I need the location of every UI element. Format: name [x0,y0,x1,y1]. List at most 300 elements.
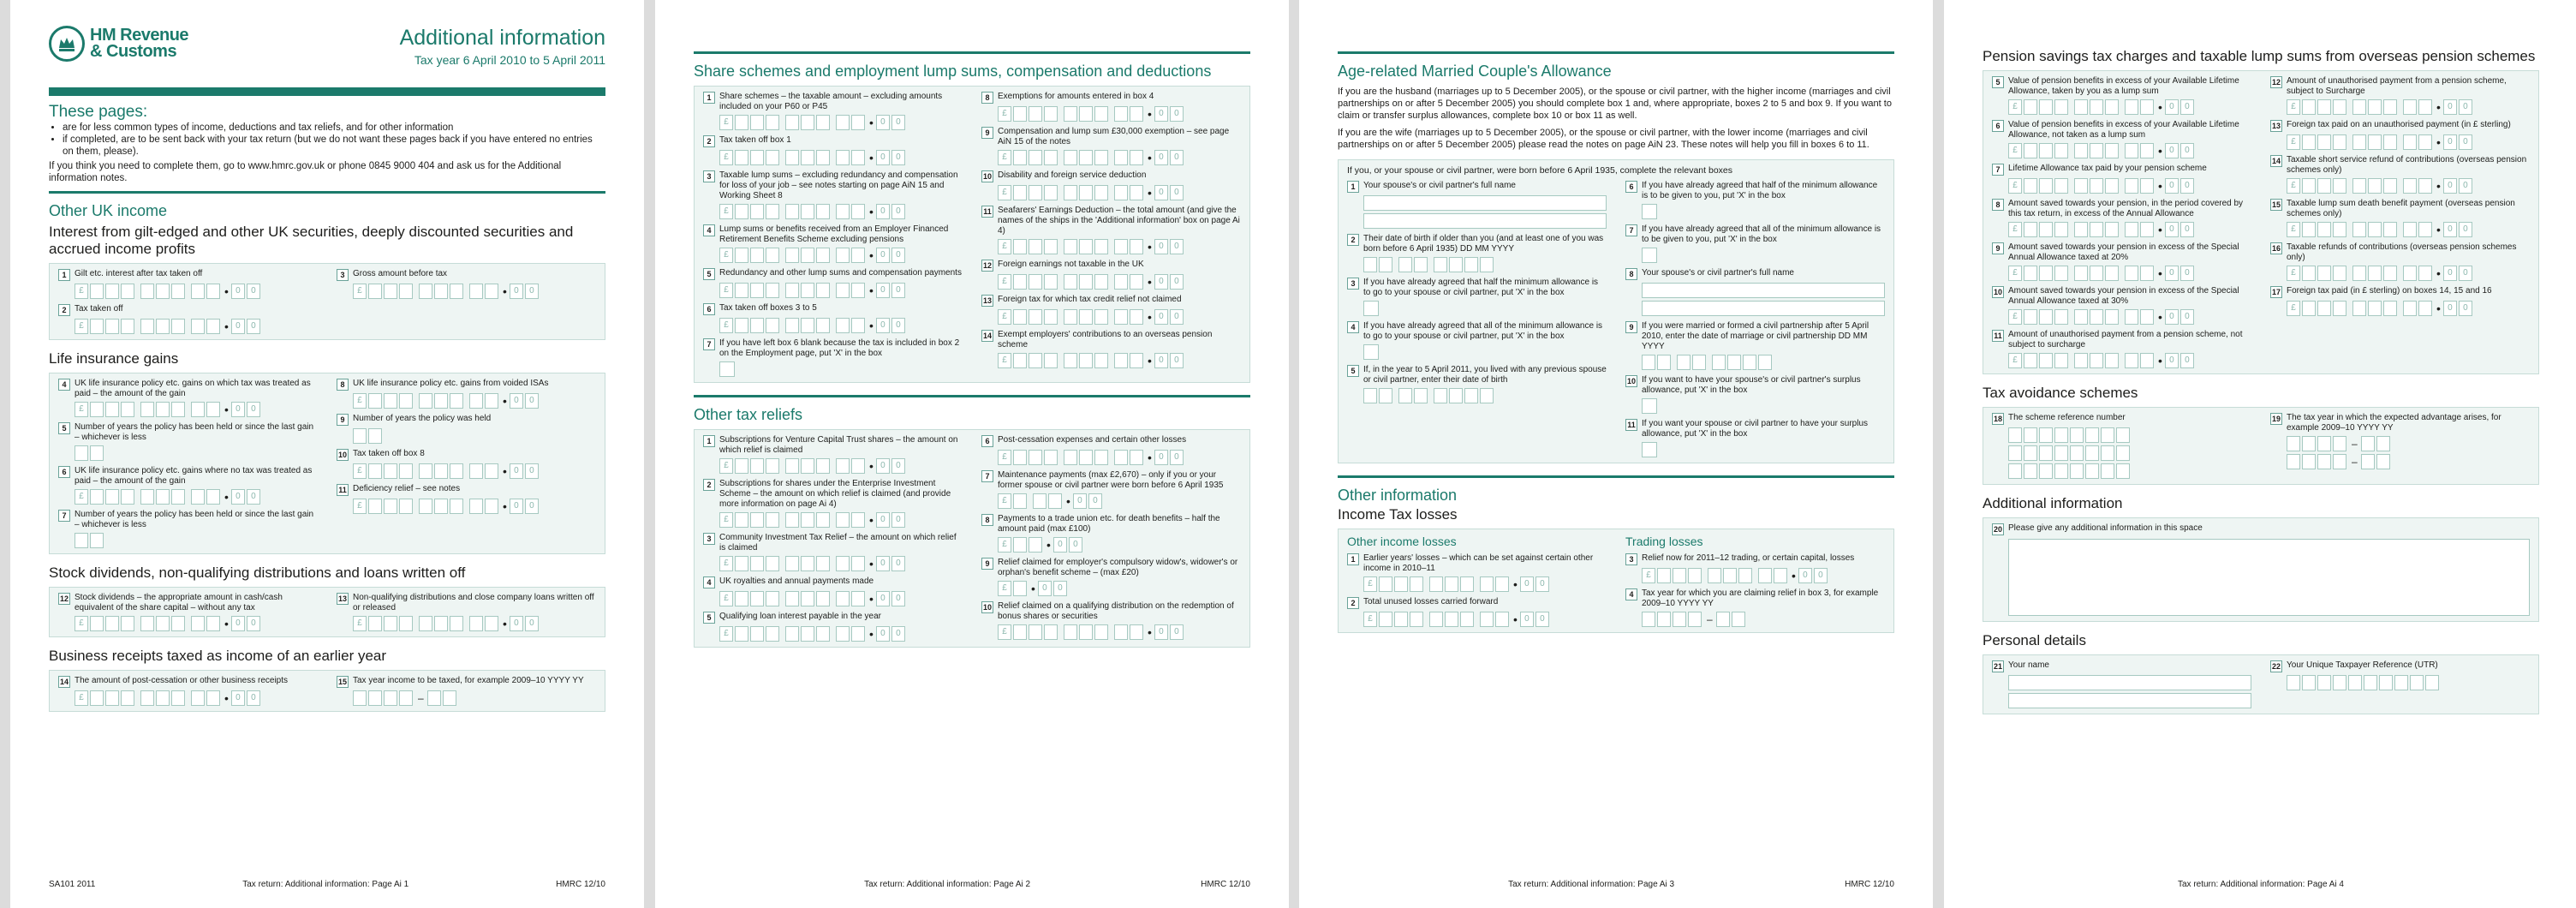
digit-cell[interactable] [2383,178,2397,194]
digit-cell[interactable] [1044,353,1058,368]
tax-year-field[interactable]: – [1642,612,1885,627]
digit-cell[interactable] [1480,612,1494,627]
digit-cell[interactable]: 0 [2443,99,2457,115]
digit-cell[interactable] [785,458,799,474]
digit-cell[interactable] [2125,99,2138,115]
digit-cell[interactable] [469,616,483,631]
digit-cell[interactable]: 0 [876,248,890,263]
digit-cell[interactable] [1114,309,1128,325]
digit-cell[interactable] [75,533,88,548]
digit-cell[interactable]: £ [75,616,88,631]
digit-cell[interactable]: 0 [2165,99,2179,115]
digit-cell[interactable] [1429,612,1443,627]
digit-cell[interactable] [2024,222,2037,237]
digit-cell[interactable]: 0 [1170,450,1184,465]
digit-cell[interactable]: 0 [247,489,260,505]
digit-cell[interactable] [1692,355,1706,370]
digit-cell[interactable]: 0 [2459,134,2472,150]
digit-cell[interactable] [1114,185,1128,200]
digit-cell[interactable] [2383,134,2397,150]
digit-cell[interactable]: £ [2287,266,2300,281]
digit-cell[interactable] [2054,266,2068,281]
digit-cell[interactable]: 0 [1170,309,1184,325]
digit-cell[interactable]: 0 [891,318,905,333]
digit-cell[interactable] [766,204,779,219]
digit-cell[interactable] [1657,568,1671,583]
checkbox[interactable] [1363,344,1379,360]
digit-cell[interactable] [2383,266,2397,281]
digit-cell[interactable] [1642,355,1655,370]
digit-cell[interactable] [851,248,865,263]
digit-cell[interactable] [1379,257,1392,272]
digit-cell[interactable]: 0 [231,489,245,505]
digit-cell[interactable]: 0 [2180,309,2194,325]
amount-field[interactable]: £ • 0 0 [719,458,963,474]
digit-cell[interactable]: 0 [891,512,905,528]
digit-cell[interactable] [434,463,448,479]
digit-cell[interactable]: 0 [876,150,890,165]
digit-cell[interactable] [2054,99,2068,115]
digit-cell[interactable] [2101,463,2114,479]
digit-cell[interactable] [816,512,830,528]
digit-cell[interactable] [2317,454,2331,469]
years-field[interactable] [75,445,318,461]
digit-cell[interactable] [1398,257,1412,272]
digit-cell[interactable] [1114,239,1128,254]
digit-cell[interactable]: 0 [891,115,905,130]
digit-cell[interactable] [735,115,748,130]
digit-cell[interactable] [384,463,397,479]
digit-cell[interactable] [1708,568,1721,583]
digit-cell[interactable]: 0 [2180,266,2194,281]
digit-cell[interactable] [1079,274,1093,290]
digit-cell[interactable]: 0 [231,616,245,631]
digit-cell[interactable] [368,690,382,706]
digit-cell[interactable] [2008,463,2022,479]
digit-cell[interactable] [1130,239,1143,254]
digit-cell[interactable]: £ [998,150,1011,165]
digit-cell[interactable] [1013,185,1027,200]
digit-cell[interactable] [1130,450,1143,465]
name-field[interactable] [2008,675,2251,690]
amount-field[interactable]: £ • 0 0 [75,616,318,631]
digit-cell[interactable]: 0 [1038,581,1052,596]
digit-cell[interactable]: 0 [1170,185,1184,200]
digit-cell[interactable] [816,591,830,606]
digit-cell[interactable]: 0 [1154,274,1168,290]
digit-cell[interactable] [105,319,119,334]
digit-cell[interactable] [851,512,865,528]
digit-cell[interactable] [750,556,764,571]
digit-cell[interactable] [1029,274,1042,290]
digit-cell[interactable]: 0 [891,591,905,606]
amount-field[interactable]: £ • 0 0 [2008,309,2251,325]
digit-cell[interactable]: 0 [1154,309,1168,325]
digit-cell[interactable]: 0 [2443,266,2457,281]
digit-cell[interactable] [368,393,382,409]
digit-cell[interactable] [801,626,814,642]
digit-cell[interactable]: 0 [1154,624,1168,640]
digit-cell[interactable]: £ [2008,222,2022,237]
digit-cell[interactable] [1044,239,1058,254]
digit-cell[interactable] [191,284,205,299]
digit-cell[interactable] [2125,222,2138,237]
digit-cell[interactable] [368,284,382,299]
digit-cell[interactable] [2105,309,2119,325]
digit-cell[interactable] [2090,178,2103,194]
digit-cell[interactable]: £ [998,493,1011,509]
digit-cell[interactable]: 0 [876,115,890,130]
digit-cell[interactable]: 0 [510,463,523,479]
digit-cell[interactable]: £ [719,318,733,333]
digit-cell[interactable]: 0 [231,690,245,706]
amount-field[interactable]: £ • 0 0 [719,150,963,165]
digit-cell[interactable] [2333,134,2346,150]
digit-cell[interactable] [1716,612,1730,627]
digit-cell[interactable] [1774,568,1787,583]
digit-cell[interactable] [851,150,865,165]
digit-cell[interactable] [735,626,748,642]
digit-cell[interactable] [1044,185,1058,200]
digit-cell[interactable] [1480,576,1494,592]
checkbox[interactable] [1642,204,1657,219]
digit-cell[interactable] [750,512,764,528]
amount-field[interactable]: £ • 0 0 [1642,568,1885,583]
digit-cell[interactable] [1394,576,1408,592]
digit-cell[interactable] [121,616,134,631]
digit-cell[interactable]: 0 [247,402,260,417]
digit-cell[interactable]: 0 [1798,568,1812,583]
digit-cell[interactable] [2364,675,2377,690]
digit-cell[interactable]: 0 [891,556,905,571]
digit-cell[interactable] [735,556,748,571]
digit-cell[interactable] [2383,222,2397,237]
digit-cell[interactable]: 0 [1170,274,1184,290]
digit-cell[interactable] [851,591,865,606]
digit-cell[interactable]: £ [2008,353,2022,368]
digit-cell[interactable] [1130,274,1143,290]
digit-cell[interactable]: £ [2287,134,2300,150]
digit-cell[interactable] [750,283,764,298]
digit-cell[interactable] [2054,143,2068,158]
years-field[interactable] [353,428,596,444]
digit-cell[interactable] [353,428,367,444]
digit-cell[interactable] [851,318,865,333]
digit-cell[interactable] [434,616,448,631]
digit-cell[interactable] [419,284,432,299]
amount-field[interactable]: £ • 0 0 [2008,178,2251,194]
digit-cell[interactable]: £ [998,239,1011,254]
name-field[interactable] [2008,693,2251,708]
digit-cell[interactable] [2287,436,2300,451]
digit-cell[interactable] [75,445,88,461]
amount-field[interactable]: £ • 0 0 [998,274,1241,290]
digit-cell[interactable]: £ [2287,222,2300,237]
digit-cell[interactable] [399,463,413,479]
digit-cell[interactable] [419,499,432,514]
digit-cell[interactable] [450,393,463,409]
amount-field[interactable]: £ • 0 0 [719,556,963,571]
digit-cell[interactable] [450,463,463,479]
digit-cell[interactable] [1064,106,1077,122]
digit-cell[interactable] [90,402,104,417]
amount-field[interactable]: £ • 0 0 [998,185,1241,200]
digit-cell[interactable] [766,248,779,263]
digit-cell[interactable] [2140,99,2154,115]
digit-cell[interactable] [2403,301,2417,316]
amount-field[interactable]: £ • 0 0 [2008,99,2251,115]
digit-cell[interactable] [1044,106,1058,122]
digit-cell[interactable] [206,284,220,299]
digit-cell[interactable] [1029,309,1042,325]
digit-cell[interactable] [2039,445,2053,461]
digit-cell[interactable]: 0 [231,284,245,299]
amount-field[interactable]: £ • 0 0 [998,239,1241,254]
digit-cell[interactable] [1445,576,1458,592]
digit-cell[interactable] [2379,675,2393,690]
digit-cell[interactable] [1495,576,1509,592]
amount-field[interactable]: £ • 0 0 [75,284,318,299]
digit-cell[interactable] [2024,463,2037,479]
digit-cell[interactable] [1064,274,1077,290]
amount-field[interactable]: £ • 0 0 [75,402,318,417]
digit-cell[interactable] [90,616,104,631]
digit-cell[interactable] [2333,99,2346,115]
digit-cell[interactable]: 0 [2180,222,2194,237]
amount-field[interactable]: £ • 0 0 [998,581,1241,596]
digit-cell[interactable] [785,626,799,642]
digit-cell[interactable]: 0 [2443,301,2457,316]
digit-cell[interactable] [1410,612,1423,627]
amount-field[interactable]: £ • 0 0 [353,463,596,479]
amount-field[interactable]: £ • 0 0 [2287,178,2530,194]
digit-cell[interactable] [384,690,397,706]
digit-cell[interactable] [1642,612,1655,627]
amount-field[interactable]: £ • 0 0 [353,616,596,631]
digit-cell[interactable] [469,499,483,514]
digit-cell[interactable] [2024,427,2037,443]
digit-cell[interactable] [2352,266,2366,281]
digit-cell[interactable] [1029,450,1042,465]
digit-cell[interactable] [2116,445,2130,461]
digit-cell[interactable]: £ [719,204,733,219]
digit-cell[interactable]: £ [998,581,1011,596]
digit-cell[interactable] [434,499,448,514]
digit-cell[interactable] [735,150,748,165]
amount-field[interactable]: £ • 0 0 [998,493,1241,509]
amount-field[interactable]: £ • 0 0 [719,283,963,298]
digit-cell[interactable] [1079,450,1093,465]
digit-cell[interactable] [735,283,748,298]
digit-cell[interactable] [1064,353,1077,368]
checkbox[interactable] [1642,442,1657,457]
digit-cell[interactable] [1029,239,1042,254]
digit-cell[interactable] [2039,99,2053,115]
digit-cell[interactable]: 0 [1154,106,1168,122]
digit-cell[interactable] [2105,222,2119,237]
digit-cell[interactable] [121,402,134,417]
digit-cell[interactable] [2333,454,2346,469]
digit-cell[interactable] [2302,134,2316,150]
digit-cell[interactable]: 0 [525,393,539,409]
digit-cell[interactable] [2085,445,2099,461]
name-field[interactable] [1642,301,1885,316]
digit-cell[interactable] [90,445,104,461]
digit-cell[interactable] [2101,427,2114,443]
digit-cell[interactable] [750,248,764,263]
digit-cell[interactable] [1723,568,1737,583]
digit-cell[interactable] [206,319,220,334]
digit-cell[interactable] [801,458,814,474]
digit-cell[interactable] [2074,143,2088,158]
digit-cell[interactable]: £ [75,690,88,706]
digit-cell[interactable] [1094,353,1108,368]
digit-cell[interactable] [2054,222,2068,237]
amount-field[interactable]: £ • 0 0 [75,690,318,706]
digit-cell[interactable]: 0 [525,499,539,514]
digit-cell[interactable] [801,512,814,528]
digit-cell[interactable]: £ [719,248,733,263]
digit-cell[interactable]: 0 [510,393,523,409]
digit-cell[interactable] [801,150,814,165]
digit-cell[interactable] [2317,178,2331,194]
digit-cell[interactable] [1029,185,1042,200]
digit-cell[interactable] [1130,150,1143,165]
digit-cell[interactable] [1460,612,1474,627]
digit-cell[interactable] [1495,612,1509,627]
digit-cell[interactable] [156,284,170,299]
digit-cell[interactable] [1013,353,1027,368]
digit-cell[interactable] [2368,99,2382,115]
digit-cell[interactable] [1094,239,1108,254]
digit-cell[interactable]: 0 [1154,239,1168,254]
digit-cell[interactable] [2074,222,2088,237]
digit-cell[interactable] [785,248,799,263]
digit-cell[interactable]: 0 [1073,493,1087,509]
digit-cell[interactable] [1414,257,1428,272]
digit-cell[interactable]: £ [75,284,88,299]
digit-cell[interactable] [90,489,104,505]
digit-cell[interactable] [836,318,850,333]
digit-cell[interactable] [2085,427,2099,443]
digit-cell[interactable] [1758,355,1772,370]
digit-cell[interactable] [90,319,104,334]
digit-cell[interactable] [1363,388,1377,403]
digit-cell[interactable]: 0 [1814,568,1828,583]
digit-cell[interactable]: £ [353,393,367,409]
digit-cell[interactable] [1079,353,1093,368]
digit-cell[interactable] [90,284,104,299]
digit-cell[interactable] [2070,445,2084,461]
digit-cell[interactable] [1029,150,1042,165]
digit-cell[interactable] [2024,309,2037,325]
digit-cell[interactable] [1414,388,1428,403]
digit-cell[interactable]: 0 [525,284,539,299]
digit-cell[interactable] [2105,143,2119,158]
digit-cell[interactable] [2054,463,2068,479]
digit-cell[interactable] [2368,222,2382,237]
digit-cell[interactable] [1044,150,1058,165]
name-field[interactable] [1363,213,1607,229]
amount-field[interactable]: £ • 0 0 [75,319,318,334]
digit-cell[interactable]: 0 [876,458,890,474]
digit-cell[interactable] [1727,355,1741,370]
digit-cell[interactable]: £ [2008,309,2022,325]
digit-cell[interactable] [156,319,170,334]
amount-field[interactable]: £ • 0 0 [2008,353,2251,368]
digit-cell[interactable] [1743,355,1756,370]
amount-field[interactable]: £ • 0 0 [2008,222,2251,237]
digit-cell[interactable] [2039,143,2053,158]
digit-cell[interactable] [2376,454,2390,469]
digit-cell[interactable] [1677,355,1690,370]
digit-cell[interactable]: £ [719,591,733,606]
amount-field[interactable]: £ • 0 0 [998,309,1241,325]
digit-cell[interactable] [2054,445,2068,461]
digit-cell[interactable] [2317,436,2331,451]
digit-cell[interactable] [785,115,799,130]
digit-cell[interactable] [1379,388,1392,403]
digit-cell[interactable]: 0 [876,556,890,571]
digit-cell[interactable] [2403,134,2417,150]
digit-cell[interactable] [2376,436,2390,451]
digit-cell[interactable] [1114,353,1128,368]
digit-cell[interactable]: £ [2287,178,2300,194]
digit-cell[interactable] [785,591,799,606]
digit-cell[interactable] [750,458,764,474]
digit-cell[interactable] [2101,445,2114,461]
digit-cell[interactable] [2039,427,2053,443]
digit-cell[interactable] [384,393,397,409]
digit-cell[interactable]: 0 [891,248,905,263]
digit-cell[interactable] [2302,222,2316,237]
digit-cell[interactable] [399,499,413,514]
digit-cell[interactable] [836,626,850,642]
digit-cell[interactable]: 0 [1535,612,1549,627]
digit-cell[interactable]: 0 [510,616,523,631]
digit-cell[interactable]: 0 [2180,99,2194,115]
digit-cell[interactable] [1013,274,1027,290]
digit-cell[interactable] [2140,353,2154,368]
utr-field[interactable] [2287,675,2530,690]
digit-cell[interactable] [140,319,154,334]
digit-cell[interactable] [2361,454,2375,469]
digit-cell[interactable] [2054,178,2068,194]
digit-cell[interactable] [785,512,799,528]
digit-cell[interactable] [851,204,865,219]
digit-cell[interactable] [1029,624,1042,640]
digit-cell[interactable] [2352,99,2366,115]
digit-cell[interactable]: £ [1363,612,1377,627]
digit-cell[interactable]: £ [719,115,733,130]
digit-cell[interactable] [2368,301,2382,316]
digit-cell[interactable] [785,283,799,298]
digit-cell[interactable] [2039,222,2053,237]
digit-cell[interactable]: 0 [2443,178,2457,194]
digit-cell[interactable]: 0 [1154,185,1168,200]
digit-cell[interactable] [1712,355,1726,370]
digit-cell[interactable] [1094,450,1108,465]
digit-cell[interactable]: £ [998,353,1011,368]
digit-cell[interactable] [2302,266,2316,281]
digit-cell[interactable] [1688,568,1702,583]
digit-cell[interactable] [766,115,779,130]
digit-cell[interactable] [2287,675,2300,690]
digit-cell[interactable] [2317,266,2331,281]
digit-cell[interactable] [191,402,205,417]
digit-cell[interactable] [735,512,748,528]
digit-cell[interactable]: 0 [876,626,890,642]
